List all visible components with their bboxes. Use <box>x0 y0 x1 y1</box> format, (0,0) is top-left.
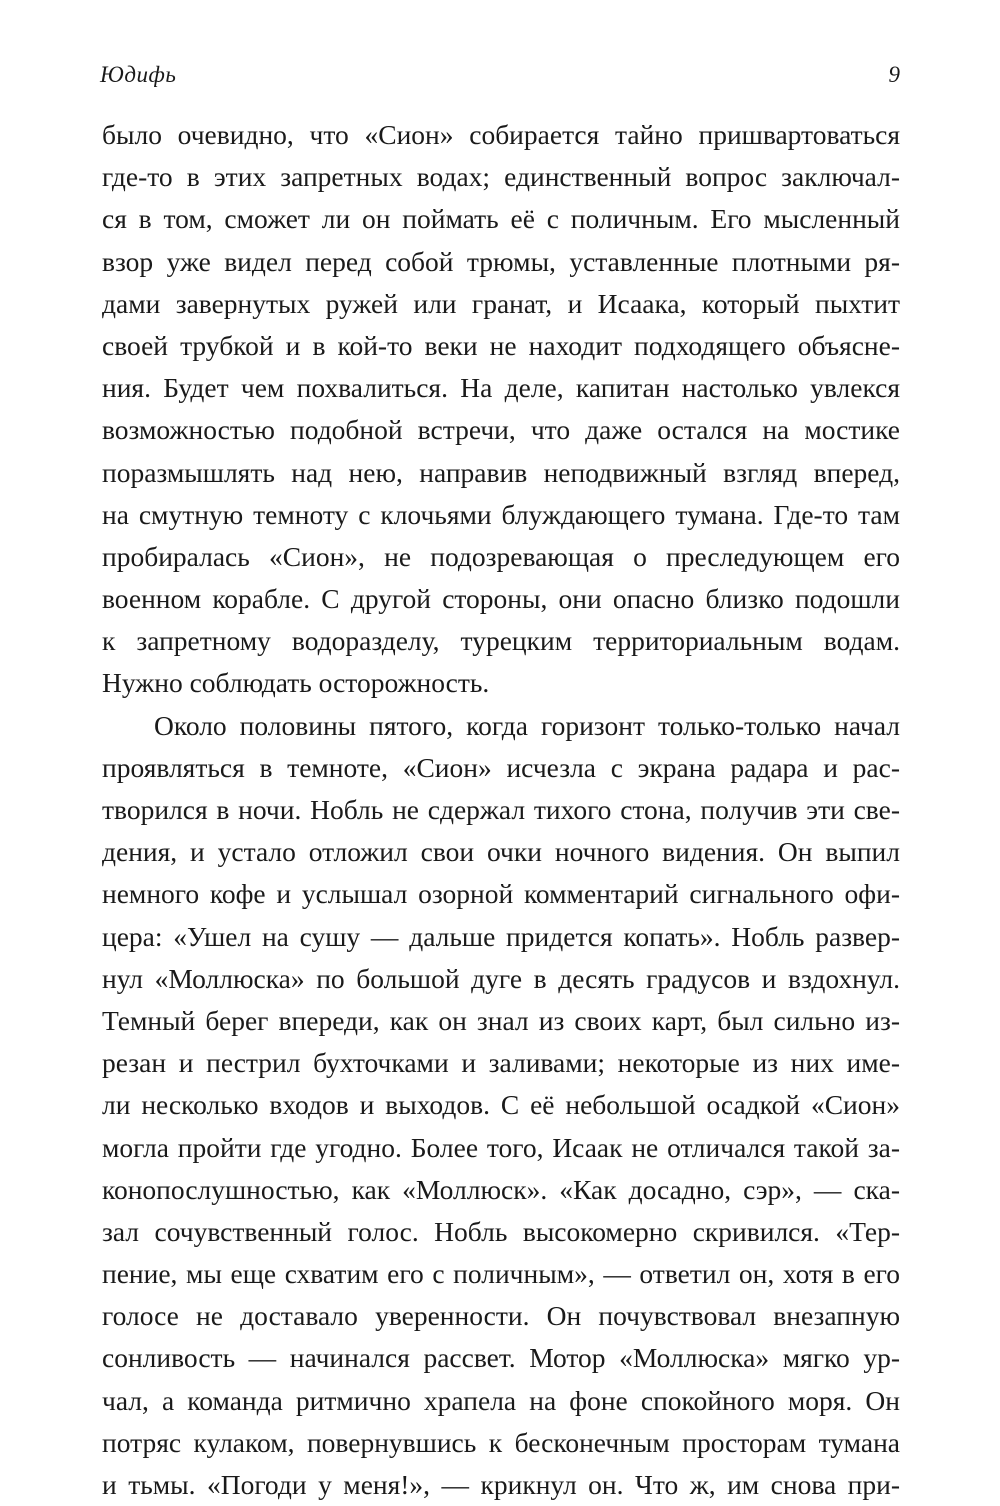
text-line: чал, а команда ритмично храпела на фоне спокойного моря. Он <box>102 1384 900 1416</box>
text-line: зал сочувственный голос. Нобль высокомерно скривился. «Тер- <box>102 1215 900 1247</box>
body-text <box>102 114 900 1506</box>
text-line: Темный берег впереди, как он знал из своих карт, был сильно из- <box>102 1004 900 1036</box>
text-line: цера: «Ушел на сушу — дальше придется копать». Нобль развер- <box>102 920 900 952</box>
text-line: и тьмы. «Погоди у меня!», — крикнул он. Что ж, им снова при- <box>102 1469 900 1500</box>
text-line: к запретному водоразделу, турецким территориальным водам. <box>102 625 900 657</box>
text-line: пение, мы еще схватим его с поличным», — ответил он, хотя в его <box>102 1258 900 1290</box>
text-line: пробиралась «Сион», не подозревающая о преследующем его <box>102 540 900 572</box>
text-line: военном корабле. С другой стороны, они опасно близко подошли <box>102 583 900 615</box>
text-line: взор уже видел перед собой трюмы, уставленные плотными ря- <box>102 245 900 277</box>
text-line: ли несколько входов и выходов. С её небольшой осадкой «Сион» <box>102 1089 900 1121</box>
text-line: было очевидно, что «Сион» собирается тайно пришвартоваться <box>102 119 900 150</box>
text-line: дения, и устало отложил свои очки ночного видения. Он выпил <box>102 836 900 868</box>
text-line: творился в ночи. Нобль не сдержал тихого стона, получив эти све- <box>102 794 900 825</box>
text-line: дами завернутых ружей или гранат, и Исаака, который пыхтит <box>102 287 900 319</box>
running-title: Юдифь <box>100 62 177 87</box>
text-line: поразмышлять над нею, направив неподвижный взгляд вперед, <box>102 456 900 488</box>
text-line: своей трубкой и в кой-то веки не находит подходящего объясне- <box>102 329 900 361</box>
text-line: нул «Моллюска» по большой дуге в десять градусов и вздохнул. <box>102 962 900 994</box>
text-line: проявляться в темноте, «Сион» исчезла с экрана радара и рас- <box>102 751 900 783</box>
paragraph-1 <box>102 114 900 705</box>
text-line: на смутную темноту с клочьями блуждающего тумана. Где-то там <box>102 498 900 530</box>
text-line: сонливость — начинался рассвет. Мотор «Моллюска» мягко ур- <box>102 1342 900 1374</box>
text-line: голосе не доставало уверенности. Он почувствовал внезапную <box>102 1300 900 1332</box>
paragraph-2 <box>102 705 900 1506</box>
text-line: где-то в этих запретных водах; единственный вопрос заключал- <box>102 161 900 193</box>
text-line: конопослушностью, как «Моллюск». «Как досадно, сэр», — ска- <box>102 1173 900 1205</box>
text-line: Нужно соблюдать осторожность. <box>102 667 490 699</box>
text-line: потряс кулаком, повернувшись к бесконечным просторам тумана <box>102 1426 900 1458</box>
text-line: могла пройти где угодно. Более того, Исаак не отличался такой за- <box>102 1131 900 1163</box>
text-line: ния. Будет чем похвалиться. На деле, капитан настолько увлекся <box>102 372 900 404</box>
text-line: Около половины пятого, когда горизонт только-только начал <box>154 709 900 741</box>
text-line: резан и пестрил бухточками и заливами; некоторые из них име- <box>102 1047 900 1079</box>
text-line: ся в том, сможет ли он поймать её с поличным. Его мысленный <box>102 203 900 235</box>
text-line: возможностью подобной встречи, что даже остался на мостике <box>102 414 900 446</box>
page-number: 9 <box>888 62 900 87</box>
text-line: немного кофе и услышал озорной комментарий сигнального офи- <box>102 878 900 910</box>
